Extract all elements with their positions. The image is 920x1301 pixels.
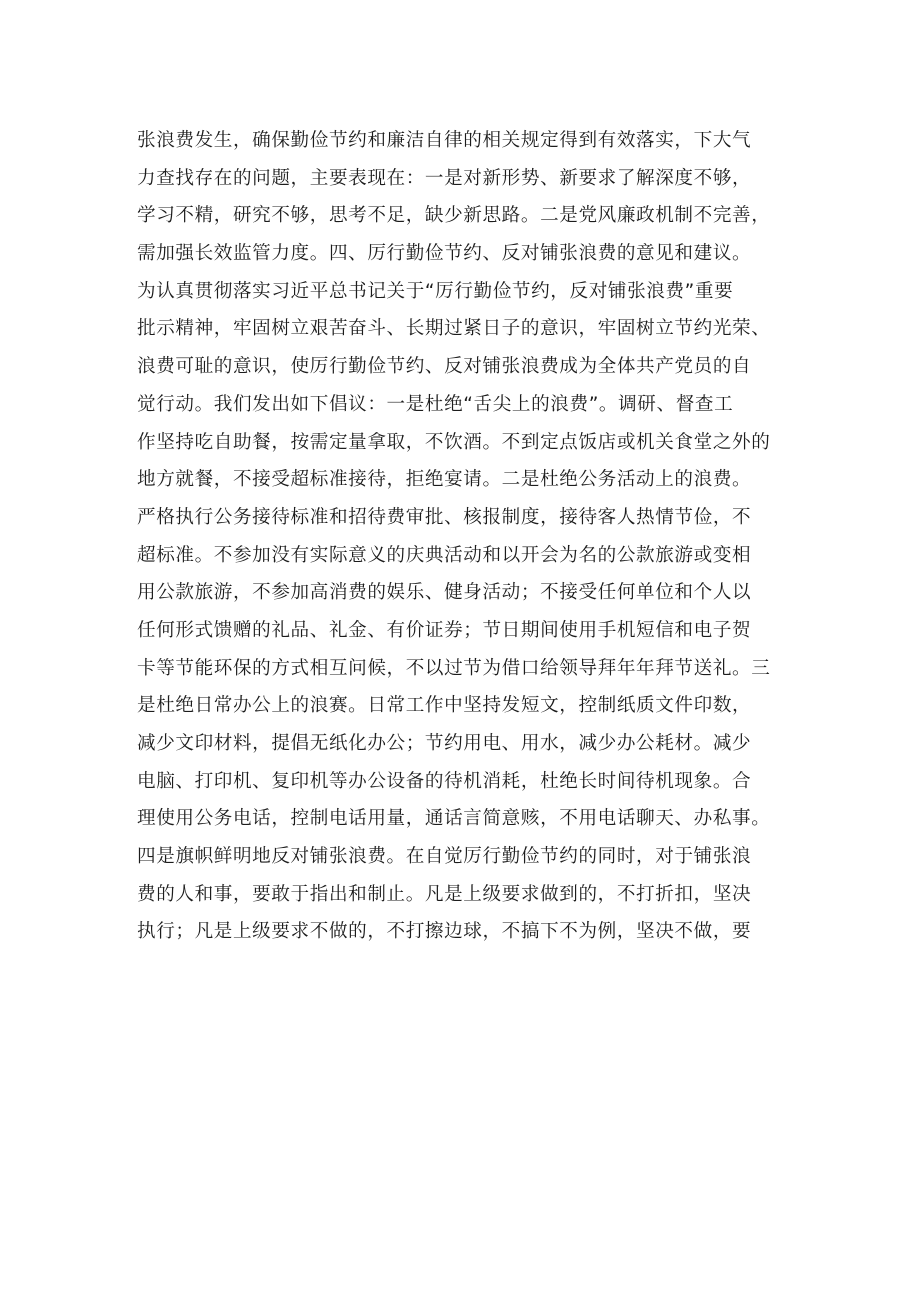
text-line: 批示精神，牢固树立艰苦奋斗、长期过紧日子的意识，牢固树立节约光荣、 <box>137 318 771 340</box>
text-line: 超标准。不参加没有实际意义的庆典活动和以开会为名的公款旅游或变相 <box>137 544 752 566</box>
text-line: 费的人和事，要敢于指出和制止。凡是上级要求做到的，不打折扣，坚决 <box>137 883 752 905</box>
text-line: 力查找存在的问题，主要表现在：一是对新形势、新要求了解深度不够， <box>137 167 752 189</box>
text-line: 地方就餐，不接受超标准接待，拒绝宴请。二是杜绝公务活动上的浪费。 <box>137 469 752 491</box>
text-line: 是杜绝日常办公上的浪赛。日常工作中坚持发短文，控制纸质文件印数， <box>137 695 752 717</box>
text-line: 电脑、打印机、复印机等办公设备的待机消耗，杜绝长时间待机现象。合 <box>137 770 752 792</box>
text-line: 严格执行公务接待标准和招待费审批、核报制度，接待客人热情节俭，不 <box>137 506 752 528</box>
text-line: 减少文印材料，提倡无纸化办公；节约用电、用水，减少办公耗材。减少 <box>137 733 752 754</box>
text-line: 卡等节能环保的方式相互问候，不以过节为借口给领导拜年年拜节送礼。三 <box>137 657 771 679</box>
text-line: 执行；凡是上级要求不做的，不打擦边球，不搞下不为例，坚决不做，要 <box>137 921 752 943</box>
text-line: 需加强长效监管力度。四、厉行勤俭节约、反对铺张浪费的意见和建议。 <box>137 243 752 265</box>
text-line: 浪费可耻的意识，使厉行勤俭节约、反对铺张浪费成为全体共产党员的自 <box>137 356 752 378</box>
text-line: 学习不精，研究不够，思考不足，缺少新思路。二是党风廉政机制不完善， <box>137 205 771 227</box>
text-line: 理使用公务电话，控制电话用量，通话言简意赅，不用电话聊天、办私事。 <box>137 808 771 830</box>
text-line: 张浪费发生，确保勤俭节约和廉洁自律的相关规定得到有效落实，下大气 <box>137 130 752 151</box>
text-line: 为认真贯彻落实习近平总书记关于“厉行勤俭节约，反对铺张浪费”重要 <box>137 280 734 302</box>
text-line: 任何形式馈赠的礼品、礼金、有价证券；节日期间使用手机短信和电子贺 <box>137 619 752 641</box>
body-text <box>137 122 817 951</box>
text-line: 用公款旅游，不参加高消费的娱乐、健身活动；不接受任何单位和个人以 <box>137 582 752 604</box>
text-line: 四是旗帜鲜明地反对铺张浪费。在自觉厉行勤俭节约的同时，对于铺张浪 <box>137 846 752 868</box>
text-line: 作坚持吃自助餐，按需定量拿取，不饮酒。不到定点饭店或机关食堂之外的 <box>137 431 771 453</box>
text-line: 觉行动。我们发出如下倡议：一是杜绝“舌尖上的浪费”。调研、督查工 <box>137 393 734 415</box>
